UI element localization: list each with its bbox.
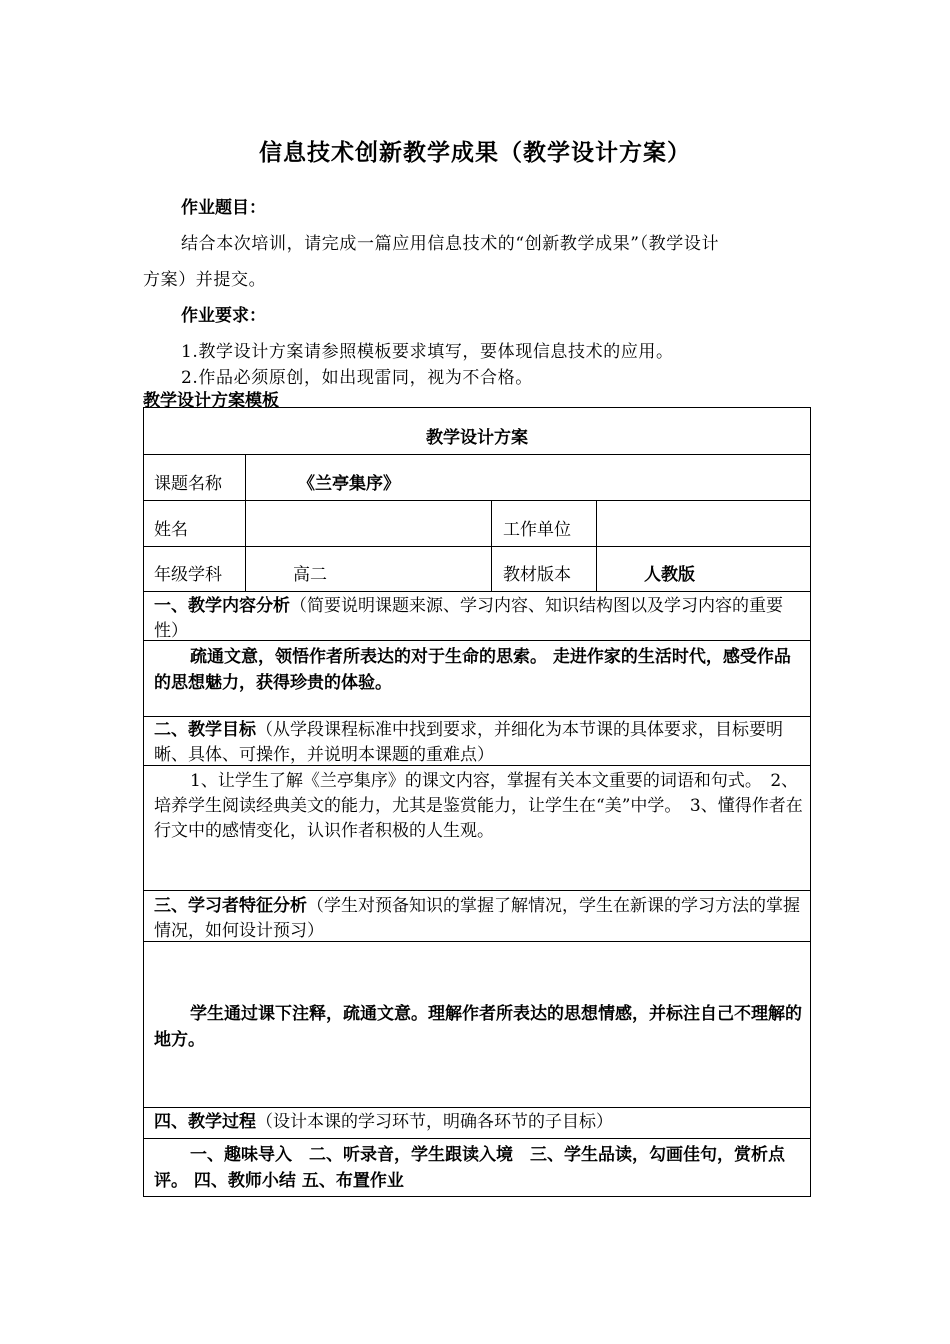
- grade-value: 高二: [293, 565, 327, 585]
- section-objectives-heading: [154, 718, 804, 768]
- name-label: 姓名: [154, 520, 188, 540]
- col-divider: [596, 500, 597, 591]
- section-learner-analysis-heading: [154, 894, 804, 944]
- row-divider: [144, 1138, 810, 1139]
- grade-label: 年级学科: [154, 565, 222, 585]
- template-label: 教学设计方案模板: [143, 391, 279, 411]
- section-process-body: 一、趣味导入 二、听录音，学生跟读入境 三、学生品读，勾画佳句，赏析点评。 四、教师小结 五、布置作业: [154, 1145, 785, 1191]
- section-hint: （简要说明课题来源、学习内容、知识结构图以及学习内容的重要性）: [154, 596, 783, 641]
- table-header: 教学设计方案: [426, 428, 528, 448]
- row-divider: [144, 591, 810, 592]
- section-content-analysis-heading: [154, 594, 804, 644]
- row-divider: [144, 1107, 810, 1108]
- section-objectives-body: 1、让学生了解《兰亭集序》的课文内容，掌握有关本文重要的词语和句式。 2、培养学生阅读经典美文的能力，尤其是鉴赏能力，让学生在“美”中学。 3、懂得作者在行文中的感情变化，认识作者积极的人生观。: [154, 771, 803, 841]
- assignment-requirements-label: 作业要求：: [181, 306, 266, 326]
- assignment-topic-label: 作业题目：: [181, 198, 266, 218]
- section-content-analysis-body: 疏通文意，领悟作者所表达的对于生命的思索。 走进作家的生活时代，感受作品的思想魅力，获得珍贵的体验。: [154, 647, 791, 693]
- edition-label: 教材版本: [503, 565, 571, 585]
- section-hint: （学生对预备知识的掌握了解情况，学生在新课的学习方法的掌握情况，如何设计预习）: [154, 896, 800, 941]
- section-hint: （设计本课的学习环节，明确各环节的子目标）: [256, 1112, 613, 1132]
- row-divider: [144, 500, 810, 501]
- section-learner-analysis-body: 学生通过课下注释，疏通文意。理解作者所表达的思想情感，并标注自己不理解的地方。: [154, 1004, 802, 1050]
- section-title: 一、教学内容分析: [154, 596, 290, 616]
- row-divider: [144, 546, 810, 547]
- course-value: 《兰亭集序》: [298, 474, 400, 494]
- row-divider: [144, 890, 810, 891]
- unit-label: 工作单位: [503, 520, 571, 540]
- assignment-topic-text-cont: 方案）并提交。: [143, 270, 267, 290]
- section-title: 二、教学目标: [154, 720, 256, 740]
- requirement-2: 2.作品必须原创，如出现雷同，视为不合格。: [181, 368, 533, 388]
- section-process-heading: [154, 1110, 804, 1135]
- edition-value: 人教版: [644, 565, 695, 585]
- lesson-plan-table: [143, 407, 811, 1197]
- col-divider: [245, 454, 246, 591]
- section-title: 三、学习者特征分析: [154, 896, 307, 916]
- assignment-topic-text: 结合本次培训，请完成一篇应用信息技术的“创新教学成果”（教学设计: [181, 234, 720, 254]
- row-divider: [144, 716, 810, 717]
- page-title: 信息技术创新教学成果（教学设计方案）: [259, 139, 691, 166]
- course-label: 课题名称: [154, 474, 222, 494]
- row-divider: [144, 454, 810, 455]
- requirement-1: 1.教学设计方案请参照模板要求填写，要体现信息技术的应用。: [181, 342, 674, 362]
- col-divider: [491, 500, 492, 591]
- section-hint: （从学段课程标准中找到要求，并细化为本节课的具体要求，目标要明晰、具体、可操作，并说明本课题的重难点）: [154, 720, 783, 765]
- section-title: 四、教学过程: [154, 1112, 256, 1132]
